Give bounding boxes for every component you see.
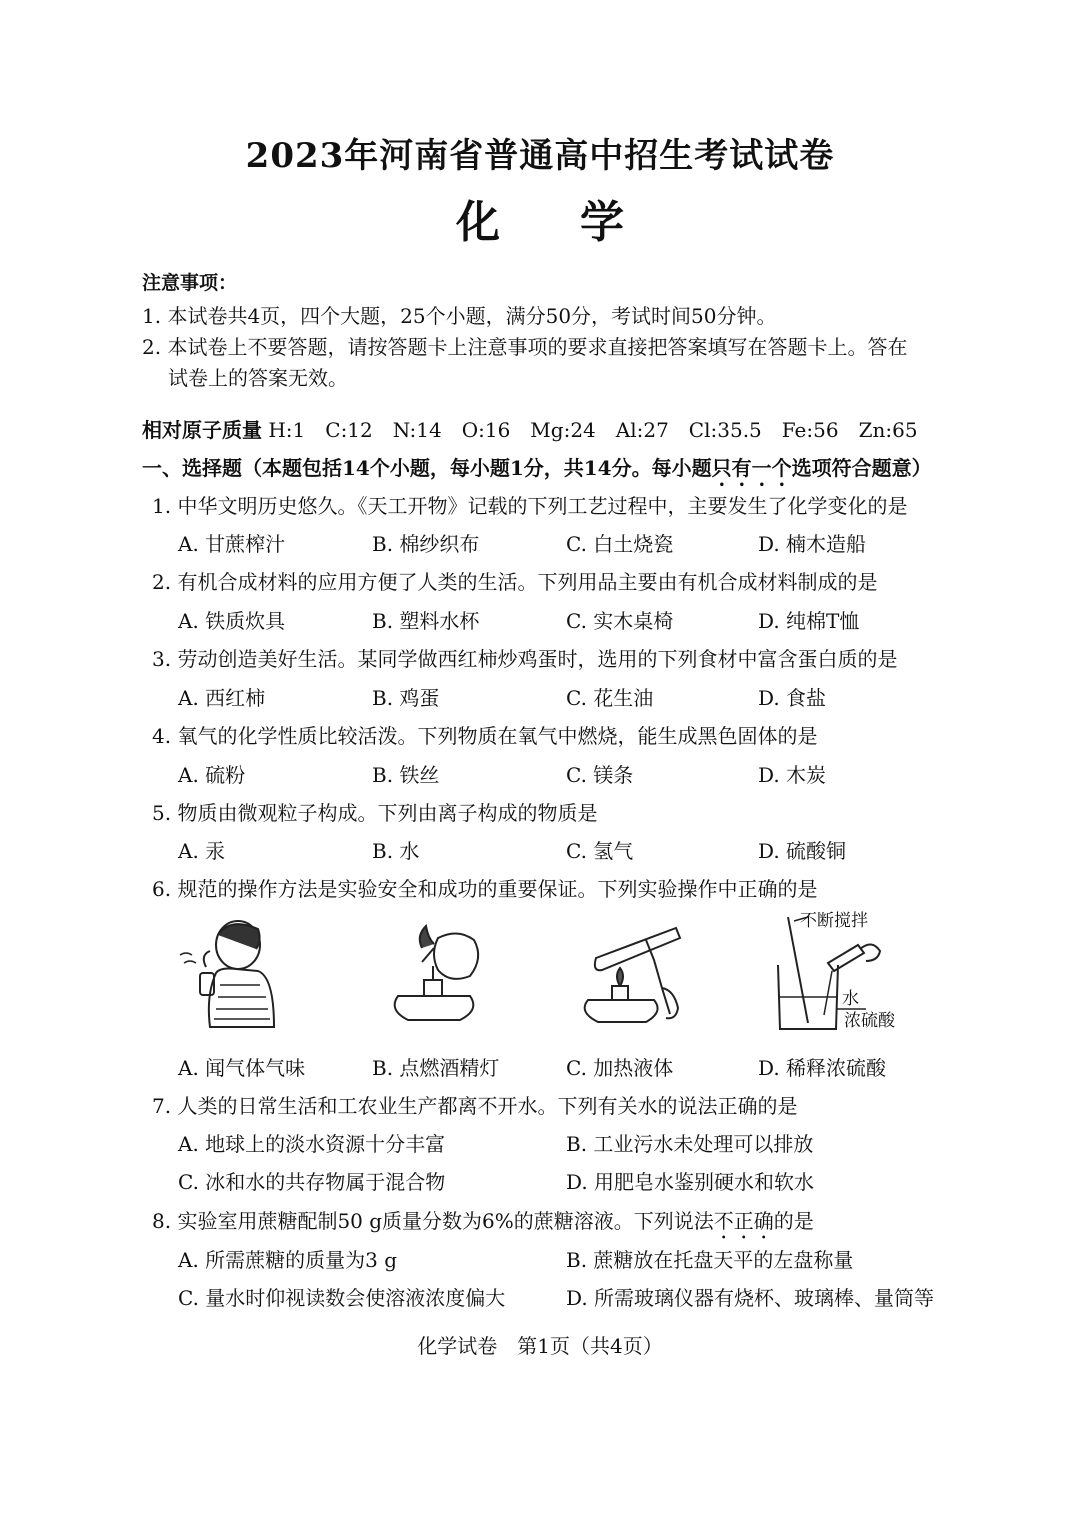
shirt-stripes (214, 985, 270, 1019)
question-1-stem: 1. 中华文明历史悠久。《天工开物》记载的下列工艺过程中，主要发生了化学变化的是 (152, 494, 908, 518)
page-title: 2023年河南省普通高中招生考试试卷 (245, 136, 835, 176)
q3-option-c: C. 花生油 (566, 686, 654, 710)
q5-option-d: D. 硫酸铜 (758, 839, 847, 863)
lamp-body (585, 1000, 658, 1022)
lamp-1-neck (424, 980, 442, 996)
q1-option-d: D. 楠木造船 (758, 532, 867, 556)
section-heading-emphasis: 只有一个 (711, 456, 792, 480)
section-heading-part-a: 一、选择题（本题包括14个小题，每小题1分，共14分。每小题 (142, 456, 712, 480)
lamp-2-body-tilted (434, 933, 478, 978)
q6-option-a: A. 闻气体气味 (178, 1056, 306, 1080)
flame-icon (420, 926, 434, 948)
q7-option-c: C. 冰和水的共存物属于混合物 (178, 1170, 446, 1194)
lamp-2-wick (422, 948, 434, 962)
q5-option-a: A. 汞 (178, 839, 226, 863)
q1-option-b: B. 棉纱织布 (372, 532, 480, 556)
boy-hair (218, 924, 260, 949)
acid-stream (824, 971, 832, 1015)
q1-option-a: A. 甘蔗榨汁 (178, 532, 286, 556)
question-7-stem: 7. 人类的日常生活和工农业生产都离不开水。下列有关水的说法正确的是 (152, 1094, 798, 1118)
q8-option-c: C. 量水时仰视读数会使溶液浓度偏大 (178, 1286, 506, 1310)
figure-light-lamp (378, 918, 498, 1033)
question-5-stem: 5. 物质由微观粒子构成。下列由离子构成的物质是 (152, 801, 598, 825)
q2-option-b: B. 塑料水杯 (372, 609, 480, 633)
q8-stem-emphasis: 不正确 (713, 1209, 774, 1233)
q8-option-b: B. 蔗糖放在托盘天平的左盘称量 (566, 1248, 854, 1272)
label-stir: 不断搅拌 (800, 911, 868, 931)
q2-option-a: A. 铁质炊具 (178, 609, 286, 633)
q8-option-a: A. 所需蔗糖的质量为3 g (178, 1248, 398, 1272)
question-8-stem (152, 1205, 814, 1244)
test-tube-holder (646, 940, 670, 1014)
q7-option-d: D. 用肥皂水鉴别硬水和软水 (566, 1170, 815, 1194)
acid-bottle (828, 945, 864, 971)
note-1: 1. 本试卷共4页，四个大题，25个小题，满分50分，考试时间50分钟。 (142, 304, 777, 328)
q2-option-c: C. 实木桌椅 (566, 609, 674, 633)
section-1-heading (142, 452, 932, 491)
page-footer: 化学试卷 第1页（共4页） (417, 1334, 663, 1358)
waving-hand (204, 951, 210, 967)
q7-option-b: B. 工业污水未处理可以排放 (566, 1132, 814, 1156)
q8-stem-part-a: 8. 实验室用蔗糖配制50 g质量分数为6%的蔗糖溶液。下列说法 (152, 1209, 714, 1233)
question-2-stem: 2. 有机合成材料的应用方便了人类的生活。下列用品主要由有机合成材料制成的是 (152, 570, 878, 594)
question-4-stem: 4. 氧气的化学性质比较活泼。下列物质在氧气中燃烧，能生成黑色固体的是 (152, 724, 818, 748)
q4-option-b: B. 铁丝 (372, 763, 440, 787)
q7-option-a: A. 地球上的淡水资源十分丰富 (178, 1132, 446, 1156)
test-tube (595, 928, 680, 970)
q6-option-b: B. 点燃酒精灯 (372, 1056, 500, 1080)
q3-option-d: D. 食盐 (758, 686, 827, 710)
q3-option-b: B. 鸡蛋 (372, 686, 440, 710)
q1-option-c: C. 白土烧瓷 (566, 532, 674, 556)
figure-smell-gas (170, 915, 290, 1035)
q6-option-c: C. 加热液体 (566, 1056, 674, 1080)
label-conc-acid: 浓硫酸 (844, 1011, 895, 1031)
atomic-mass-values: H:1 C:12 N:14 O:16 Mg:24 Al:27 Cl:35.5 Fe:56 Zn:65 (268, 418, 918, 442)
q6-option-d: D. 稀释浓硫酸 (758, 1056, 887, 1080)
glass-rod (788, 917, 808, 1023)
q4-option-a: A. 硫粉 (178, 763, 246, 787)
note-2-line-2: 试卷上的答案无效。 (168, 366, 348, 390)
subject-title (0, 186, 1080, 250)
lamp-1-body (395, 996, 474, 1020)
figure-heat-liquid (566, 918, 696, 1033)
subject-char-1: 化 (456, 197, 500, 248)
q8-option-d: D. 所需玻璃仪器有烧杯、玻璃棒、量筒等 (566, 1286, 935, 1310)
note-2-line-1: 2. 本试卷上不要答题，请按答题卡上注意事项的要求直接把答案填写在答题卡上。答在 (142, 335, 908, 359)
atomic-mass-row (142, 414, 918, 443)
question-3-stem: 3. 劳动创造美好生活。某同学做西红柿炒鸡蛋时，选用的下列食材中富含蛋白质的是 (152, 647, 898, 671)
q2-option-d: D. 纯棉T恤 (758, 609, 860, 633)
waft-lines (180, 953, 196, 963)
flame-icon (617, 968, 623, 986)
question-6-stem: 6. 规范的操作方法是实验安全和成功的重要保证。下列实验操作中正确的是 (152, 877, 818, 901)
q5-option-b: B. 水 (372, 839, 420, 863)
section-heading-part-c: 选项符合题意） (791, 456, 932, 480)
q5-option-c: C. 氢气 (566, 839, 634, 863)
q8-stem-part-c: 的是 (773, 1209, 814, 1233)
lamp-neck (612, 986, 628, 1000)
atomic-mass-label: 相对原子质量 (142, 418, 262, 442)
notes-heading: 注意事项： (142, 272, 238, 294)
q3-option-a: A. 西红柿 (178, 686, 266, 710)
subject-char-2: 学 (580, 197, 624, 248)
q4-option-c: C. 镁条 (566, 763, 634, 787)
q4-option-d: D. 木炭 (758, 763, 827, 787)
label-water: 水 (842, 989, 859, 1009)
